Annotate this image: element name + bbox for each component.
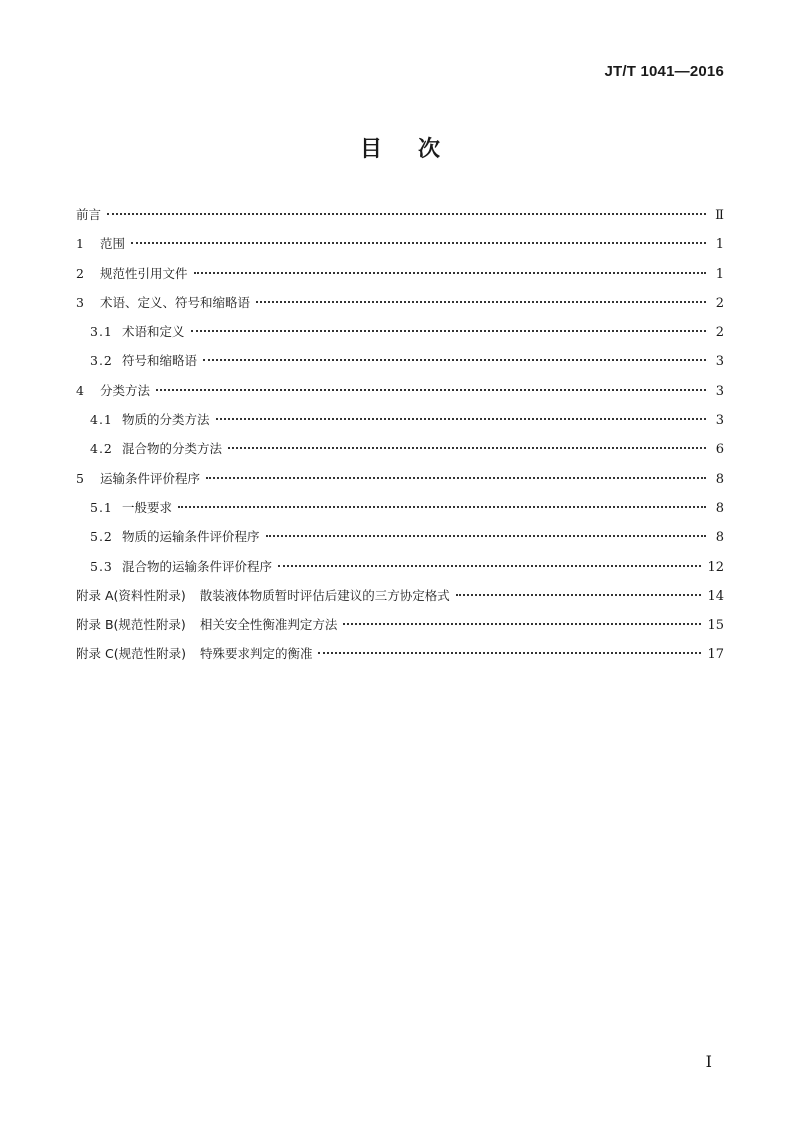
toc-entry-page: 6: [715, 442, 724, 458]
toc-entry-page: 3: [715, 413, 724, 429]
dot-leader: [194, 272, 706, 274]
appendix-prefix: 附录 C(规范性附录): [76, 646, 186, 662]
toc-entry[interactable]: [76, 493, 724, 522]
toc-entry-label: 规范性引用文件: [100, 265, 188, 281]
toc-entry[interactable]: [76, 317, 724, 346]
table-of-contents: [76, 200, 724, 669]
toc-entry-page: 1: [715, 237, 724, 253]
toc-entry-label: 混合物的分类方法: [122, 441, 223, 457]
standard-code: JT/T 1041—2016: [604, 63, 724, 80]
dot-leader: [266, 535, 706, 537]
dot-leader: [178, 506, 706, 508]
toc-entry[interactable]: [76, 552, 724, 581]
toc-entry-page: 2: [715, 295, 724, 311]
dot-leader: [131, 242, 706, 244]
toc-entry-label: 相关安全性衡准判定方法: [199, 617, 338, 633]
toc-entry-label: 术语和定义: [122, 324, 185, 340]
toc-entry-label: 术语、定义、符号和缩略语: [100, 294, 251, 310]
toc-entry-number: 3.1: [90, 324, 113, 340]
toc-entry[interactable]: [76, 288, 724, 317]
toc-entry-number: 5: [76, 470, 84, 486]
toc-entry-number: 3: [76, 294, 84, 310]
toc-entry-appendix-a[interactable]: [76, 581, 724, 610]
toc-entry-label: 一般要求: [122, 499, 173, 515]
toc-entry[interactable]: [76, 229, 724, 258]
toc-entry-number: 1: [76, 236, 84, 252]
toc-entry-label: 分类方法: [100, 382, 151, 398]
toc-entry-number: 5.1: [90, 499, 113, 515]
toc-entry-label: 前言: [76, 207, 102, 222]
dot-leader: [228, 447, 706, 449]
toc-entry[interactable]: [76, 434, 724, 463]
toc-entry-number: 2: [76, 265, 84, 281]
toc-entry[interactable]: [76, 346, 724, 375]
toc-entry[interactable]: [76, 405, 724, 434]
page-title: 目次: [359, 137, 476, 162]
dot-leader: [343, 623, 701, 625]
toc-entry-number: 3.2: [90, 353, 113, 369]
appendix-prefix: 附录 B(规范性附录): [76, 617, 186, 633]
toc-entry-number: 5.2: [90, 529, 113, 545]
dot-leader: [318, 652, 701, 654]
dot-leader: [256, 301, 706, 303]
toc-entry-label: 物质的运输条件评价程序: [122, 529, 260, 545]
dot-leader: [216, 418, 706, 420]
footer-page-number: I: [705, 1052, 712, 1071]
toc-entry-page: 2: [715, 325, 724, 341]
toc-entry-page: 8: [715, 530, 724, 546]
toc-entry-page: 3: [715, 354, 724, 370]
dot-leader: [203, 359, 706, 361]
dot-leader: [156, 389, 706, 391]
toc-entry-label: 物质的分类方法: [122, 412, 210, 428]
toc-entry-page: Ⅱ: [715, 208, 724, 223]
toc-entry-label: 运输条件评价程序: [100, 470, 201, 486]
toc-entry-label: 特殊要求判定的衡准: [199, 646, 313, 662]
toc-entry-page: 8: [715, 500, 724, 516]
toc-entry-page: 14: [707, 588, 724, 604]
toc-entry-page: 12: [707, 559, 724, 575]
toc-entry-page: 8: [715, 471, 724, 487]
toc-entry[interactable]: [76, 200, 724, 229]
toc-entry[interactable]: [76, 522, 724, 551]
toc-entry[interactable]: [76, 464, 724, 493]
toc-entry[interactable]: [76, 259, 724, 288]
dot-leader: [456, 594, 702, 596]
toc-entry-appendix-c[interactable]: [76, 639, 724, 668]
appendix-prefix: 附录 A(资料性附录): [76, 587, 186, 603]
dot-leader: [206, 477, 706, 479]
toc-entry-label: 散装液体物质暂时评估后建议的三方协定格式: [199, 587, 450, 603]
dot-leader: [191, 330, 706, 332]
toc-entry-page: 1: [715, 266, 724, 282]
toc-entry-number: 4: [76, 382, 84, 398]
toc-entry-page: 3: [715, 383, 724, 399]
toc-entry-label: 范围: [100, 236, 126, 252]
toc-entry-page: 17: [707, 647, 724, 663]
toc-entry[interactable]: [76, 376, 724, 405]
toc-entry-page: 15: [707, 618, 724, 634]
toc-entry-appendix-b[interactable]: [76, 610, 724, 639]
toc-entry-label: 符号和缩略语: [122, 353, 198, 369]
dot-leader: [278, 565, 701, 567]
toc-entry-label: 混合物的运输条件评价程序: [122, 558, 273, 574]
dot-leader: [107, 213, 706, 215]
toc-entry-number: 5.3: [90, 558, 113, 574]
toc-entry-number: 4.1: [90, 412, 113, 428]
toc-entry-number: 4.2: [90, 441, 113, 457]
